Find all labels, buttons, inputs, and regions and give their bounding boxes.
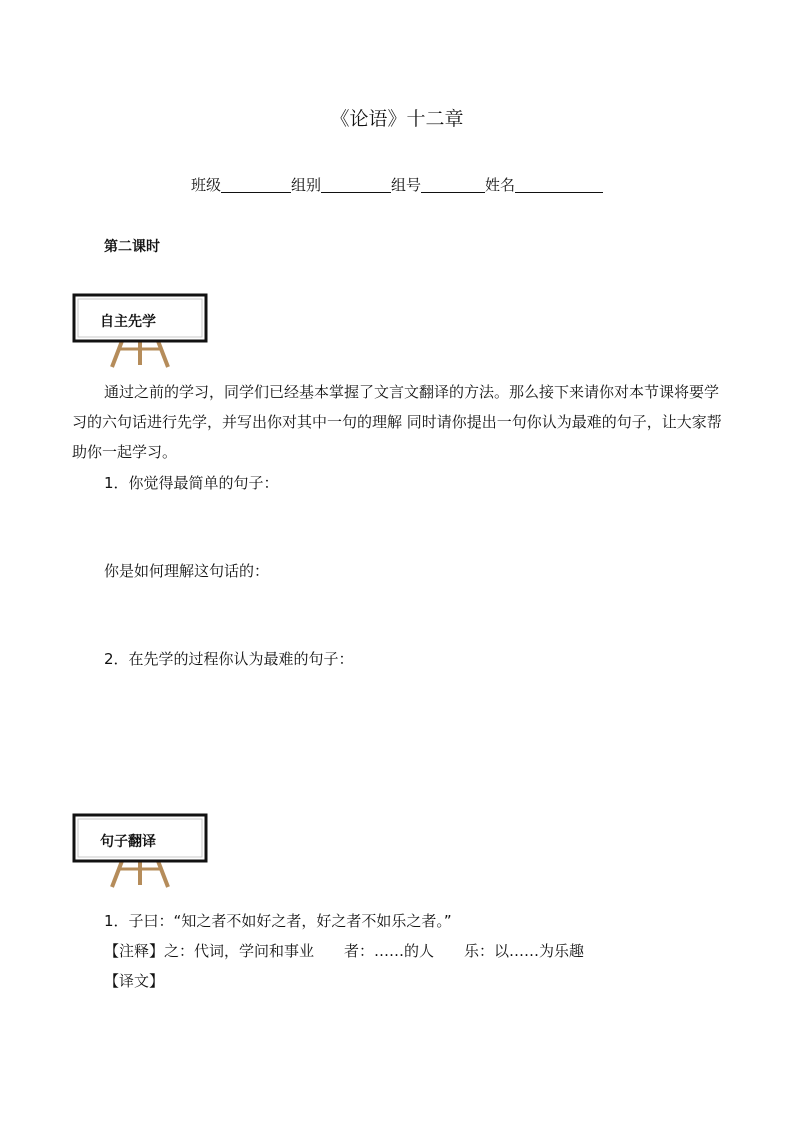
easel-board-icon	[72, 813, 208, 909]
notes-line	[104, 940, 584, 961]
notes-tag: 【注释】	[104, 942, 165, 960]
note-3: 乐：以……为乐趣	[464, 942, 585, 960]
note-1: 之：代词，学问和事业	[164, 942, 315, 960]
intro-paragraph: 通过之前的学习，同学们已经基本掌握了文言文翻译的方法。那么接下来请你对本节课将要学习的六句话进行先学，并写出你对其中一句的理解 同时请你提出一句你认为最难的句子，让大家帮助你一起学习。	[72, 383, 722, 461]
section-label: 句子翻译	[100, 834, 156, 850]
lesson-heading: 第二课时	[104, 239, 160, 255]
easel-board-icon	[72, 293, 208, 389]
group-blank[interactable]	[321, 176, 391, 193]
section-label: 自主先学	[100, 314, 156, 330]
note-2: 者：……的人	[344, 942, 435, 960]
number-blank[interactable]	[421, 176, 485, 193]
number-label: 组号	[391, 176, 422, 194]
section-board-self-study	[72, 293, 208, 389]
question-1-followup: 你是如何理解这句话的：	[104, 562, 270, 580]
page-title: 《论语》十二章	[330, 108, 464, 130]
sentence-1: 1．子曰：“知之者不如好之者，好之者不如乐之者。”	[104, 912, 452, 930]
student-info-line	[0, 174, 794, 195]
class-blank[interactable]	[221, 176, 291, 193]
section-board-translation	[72, 813, 208, 909]
group-label: 组别	[290, 176, 321, 194]
question-2: 2．在先学的过程你认为最难的句子：	[104, 650, 354, 668]
translation-tag: 【译文】	[104, 972, 165, 990]
name-label: 姓名	[485, 176, 516, 194]
name-blank[interactable]	[515, 176, 603, 193]
question-1: 1．你觉得最简单的句子：	[104, 474, 279, 492]
class-label: 班级	[190, 176, 221, 194]
